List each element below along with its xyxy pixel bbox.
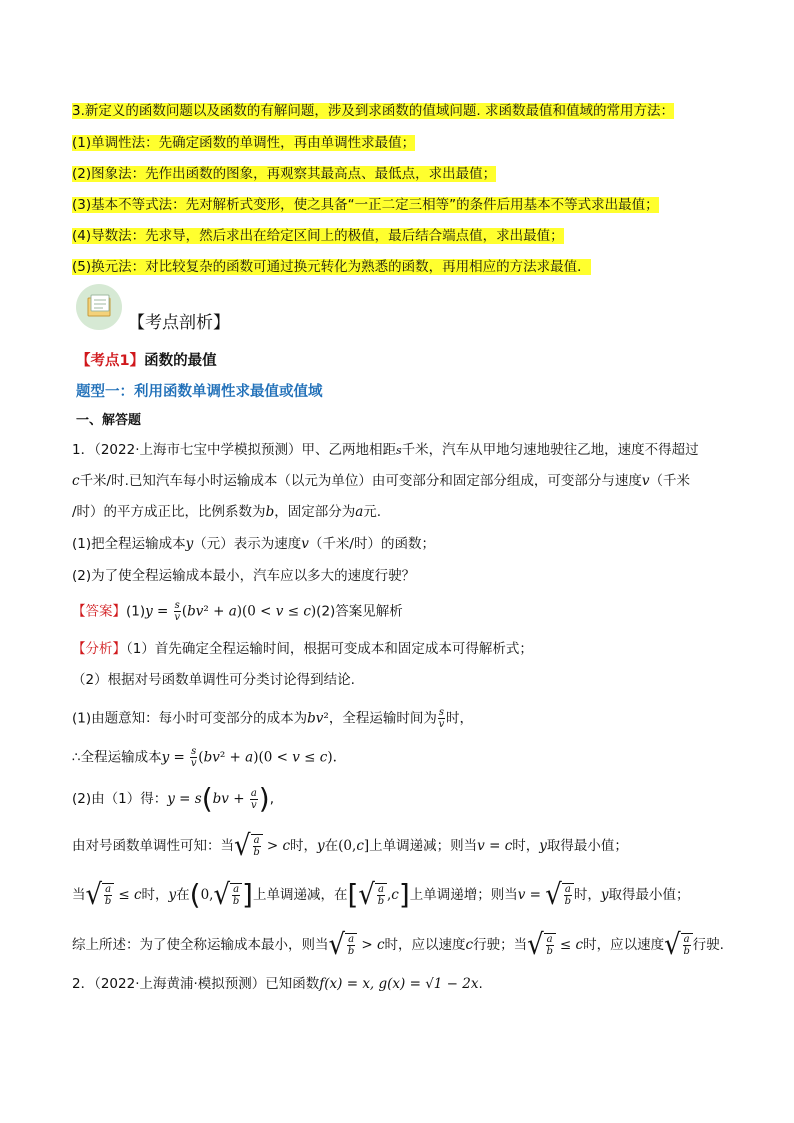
solution-line5: 当 √ $\frac{a}{b}$ ≤ c时，y在(0, √ $\frac{a}{b}$ ]上单调递减，在[ √ $\frac{a}{b}$ ,c]上单调递增；则当v = √ $\frac{a}{b}$ 时，y取得最小值； [72,878,690,912]
tixing-heading: 题型一：利用函数单调性求最值或值域 [76,384,323,400]
solution-line3: (2)由（1）得：y = s(bv + $\frac{a}{v}$ ), [72,782,275,815]
q1-sub1: (1)把全程运输成本y（元）表示为速度v（千米/时）的函数； [72,536,435,552]
method-4: (4)导数法：先求导，然后求出在给定区间上的极值，最后结合端点值，求出最值； [72,228,564,244]
q2-line: 2．（2022·上海黄浦·模拟预测）已知函数f(x) = x, g(x) = √1 − 2x. [72,976,483,992]
q1-line1: 1．（2022·上海市七宝中学模拟预测）甲、乙两地相距s千米，汽车从甲地匀速地驶往乙地，速度不得超过 [72,442,699,458]
kaodian-heading: 【考点1】函数的最值 [76,353,217,369]
solution-line1: (1)由题意知：每小时可变部分的成本为bv²，全程运输时间为 $\frac{s}{v}$ 时， [72,707,473,730]
section-title: 【考点剖析】 [128,313,230,333]
method-3: (3)基本不等式法：先对解析式变形，使之具备“一正二定三相等”的条件后用基本不等式求出最值； [72,197,659,213]
notebook-icon [76,284,122,330]
analysis-line1: 【分析】（1）首先确定全程运输时间，根据可变成本和固定成本可得解析式； [72,641,533,657]
method-2: (2)图象法：先作出函数的图象，再观察其最高点、最低点，求出最值； [72,166,497,182]
analysis-line2: （2）根据对号函数单调性可分类讨论得到结论. [72,672,355,688]
q1-sub2: (2)为了使全程运输成本最小，汽车应以多大的速度行驶？ [72,568,416,584]
solution-line4: 由对号函数单调性可知：当 √ $\frac{a}{b}$ > c时，y在(0,c]上单调递减；则当v = c时，y取得最小值； [72,829,628,863]
q1-line2: c千米/时.已知汽车每小时运输成本（以元为单位）由可变部分和固定部分组成，可变部分与速度v（千米 [72,473,691,489]
solution-line6: 综上所述：为了使全称运输成本最小，则当 √ $\frac{a}{b}$ > c时，应以速度c行驶；当 √ $\frac{a}{b}$ ≤ c时，应以速度 √ $\frac{a}{b}$ 行驶. [72,928,724,962]
solution-line2: ∴全程运输成本y = $\frac{s}{v}$ (bv² + a)(0 < v ≤ c). [72,746,337,769]
method-5: (5)换元法：对比较复杂的函数可通过换元转化为熟悉的函数，再用相应的方法求最值． [72,259,591,275]
q1-line3: /时）的平方成正比，比例系数为b，固定部分为a元. [72,504,382,520]
answer-line: 【答案】(1)y = $\frac{s}{v}$ (bv² + a)(0 < v ≤ c)(2)答案见解析 [72,600,403,623]
methods-intro: 3.新定义的函数问题以及函数的有解问题，涉及到求函数的值域问题. 求函数最值和值域的常用方法： [72,103,674,119]
part-heading: 一、解答题 [76,413,142,428]
method-1: (1)单调性法：先确定函数的单调性，再由单调性求最值； [72,135,416,151]
